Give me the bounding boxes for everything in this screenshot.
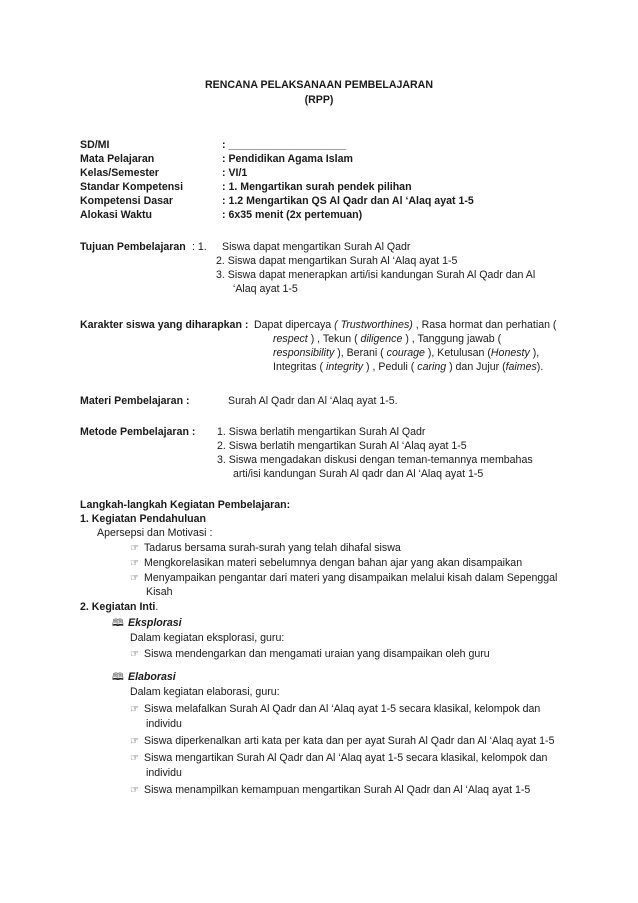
- list-item: [130, 783, 530, 798]
- kegiatan-inti-heading: [80, 600, 158, 614]
- tujuan-item: Siswa dapat mengartikan Surah Al Qadr: [222, 241, 411, 253]
- list-item: [130, 647, 490, 662]
- karakter-term: caring: [417, 361, 447, 373]
- karakter-text: , Rasa hormat dan perhatian (: [412, 319, 557, 331]
- karakter-line: [273, 360, 543, 374]
- karakter-text: ), Berani (: [334, 347, 387, 359]
- kegiatan-inti-dot: .: [155, 601, 159, 613]
- karakter-text: ) , Peduli (: [363, 361, 418, 373]
- document-subtitle: (RPP): [304, 94, 334, 106]
- tujuan-item: 2. Siswa dapat mengartikan Surah Al ‘Alaq ayat 1-5: [216, 255, 458, 267]
- pointing-hand-icon: ☞: [130, 543, 139, 554]
- list-item-text: individu: [146, 718, 182, 730]
- identity-label: Kelas/Semester: [80, 167, 159, 179]
- karakter-term: respect: [273, 333, 308, 345]
- list-item-text: Mengkorelasikan materi sebelumnya dengan bahan ajar yang akan disampaikan: [144, 557, 523, 569]
- karakter-text: ).: [536, 361, 544, 373]
- book-icon: 🕮: [112, 672, 124, 683]
- list-item: [130, 571, 557, 586]
- identity-value: : 6x35 menit (2x pertemuan): [222, 209, 363, 221]
- list-item-text: Siswa mendengarkan dan mengamati uraian yang disampaikan oleh guru: [144, 648, 490, 660]
- tujuan-item: ‘Alaq ayat 1-5: [233, 283, 298, 295]
- tujuan-separator: : 1.: [192, 241, 207, 253]
- karakter-term: ( Trustworthines): [334, 319, 413, 331]
- identity-value: : ____________________: [222, 139, 347, 151]
- list-item: [130, 734, 554, 749]
- karakter-term: Honesty: [490, 347, 530, 359]
- list-item: [130, 751, 547, 766]
- list-item-text: Tadarus bersama surah-surah yang telah dihafal siswa: [144, 542, 401, 554]
- elaborasi-heading: [112, 670, 176, 685]
- identity-label: Kompetensi Dasar: [80, 195, 174, 207]
- metode-item: arti/isi kandungan Surah Al qadr dan Al ‘Alaq ayat 1-5: [233, 468, 484, 480]
- karakter-line: [254, 318, 556, 332]
- karakter-text: ) , Tanggung jawab (: [402, 333, 502, 345]
- eksplorasi-intro: Dalam kegiatan eksplorasi, guru:: [130, 632, 285, 644]
- list-item-text: individu: [146, 767, 182, 779]
- list-item: [130, 541, 401, 556]
- metode-item: 2. Siswa berlatih mengartikan Surah Al ‘Alaq ayat 1-5: [217, 440, 467, 452]
- materi-value: Surah Al Qadr dan Al ‘Alaq ayat 1-5.: [228, 395, 398, 407]
- pointing-hand-icon: ☞: [130, 753, 139, 764]
- karakter-term: responsibility: [273, 347, 335, 359]
- book-icon: 🕮: [112, 618, 124, 629]
- karakter-text: Dapat dipercaya: [254, 319, 335, 331]
- pointing-hand-icon: ☞: [130, 558, 139, 569]
- list-item-text: Siswa melafalkan Surah Al Qadr dan Al ‘Alaq ayat 1-5 secara klasikal, kelompok dan: [144, 703, 541, 715]
- karakter-line: [273, 346, 539, 360]
- elaborasi-intro: Dalam kegiatan elaborasi, guru:: [130, 686, 280, 698]
- karakter-label: Karakter siswa yang diharapkan :: [80, 319, 249, 331]
- karakter-text: ), Ketulusan (: [424, 347, 491, 359]
- list-item-text: Kisah: [146, 586, 173, 598]
- identity-label: Alokasi Waktu: [80, 209, 153, 221]
- karakter-text: ),: [529, 347, 540, 359]
- identity-value: : 1. Mengartikan surah pendek pilihan: [222, 181, 412, 193]
- tujuan-label: Tujuan Pembelajaran: [80, 241, 186, 253]
- karakter-term: diligence: [360, 333, 403, 345]
- karakter-text: ) dan Jujur (: [446, 361, 506, 373]
- eksplorasi-heading: [112, 616, 182, 631]
- pointing-hand-icon: ☞: [130, 649, 139, 660]
- langkah-heading: Langkah-langkah Kegiatan Pembelajaran:: [80, 499, 291, 511]
- materi-label: Materi Pembelajaran :: [80, 395, 190, 407]
- identity-value: : 1.2 Mengartikan QS Al Qadr dan Al ‘Alaq ayat 1-5: [222, 195, 474, 207]
- pointing-hand-icon: ☞: [130, 736, 139, 747]
- karakter-term: faimes: [505, 361, 537, 373]
- kegiatan-pendahuluan-heading: 1. Kegiatan Pendahuluan: [80, 513, 206, 525]
- eksplorasi-text: Eksplorasi: [128, 617, 182, 629]
- identity-value: : Pendidikan Agama Islam: [222, 153, 353, 165]
- document-title: RENCANA PELAKSANAAN PEMBELAJARAN: [205, 79, 433, 91]
- pointing-hand-icon: ☞: [130, 704, 139, 715]
- karakter-text: ) , Tekun (: [307, 333, 361, 345]
- metode-item: 3. Siswa mengadakan diskusi dengan teman-temannya membahas: [217, 454, 533, 466]
- metode-label: Metode Pembelajaran :: [80, 426, 196, 438]
- identity-value: : VI/1: [222, 167, 248, 179]
- list-item: [130, 556, 522, 571]
- list-item-text: Siswa diperkenalkan arti kata per kata dan per ayat Surah Al Qadr dan Al ‘Alaq ayat 1-5: [144, 735, 555, 747]
- list-item-text: Menyampaikan pengantar dari materi yang disampaikan melalui kisah dalam Sepenggal: [144, 572, 558, 584]
- pointing-hand-icon: ☞: [130, 573, 139, 584]
- identity-label: Standar Kompetensi: [80, 181, 184, 193]
- metode-item: 1. Siswa berlatih mengartikan Surah Al Qadr: [217, 426, 426, 438]
- list-item-text: Siswa mengartikan Surah Al Qadr dan Al ‘Alaq ayat 1-5 secara klasikal, kelompok dan: [144, 752, 548, 764]
- karakter-text: Integritas (: [273, 361, 326, 373]
- list-item-text: Siswa menampilkan kemampuan mengartikan Surah Al Qadr dan Al ‘Alaq ayat 1-5: [144, 784, 531, 796]
- pointing-hand-icon: ☞: [130, 785, 139, 796]
- karakter-line: [273, 332, 501, 346]
- identity-label: Mata Pelajaran: [80, 153, 155, 165]
- elaborasi-text: Elaborasi: [128, 671, 176, 683]
- list-item: [130, 702, 540, 717]
- karakter-term: integrity: [326, 361, 364, 373]
- kegiatan-inti-text: 2. Kegiatan Inti: [80, 601, 156, 613]
- karakter-term: courage: [386, 347, 425, 359]
- identity-label: SD/MI: [80, 139, 110, 151]
- tujuan-item: 3. Siswa dapat menerapkan arti/isi kandungan Surah Al Qadr dan Al: [216, 269, 536, 281]
- apersepsi-label: Apersepsi dan Motivasi :: [97, 527, 213, 539]
